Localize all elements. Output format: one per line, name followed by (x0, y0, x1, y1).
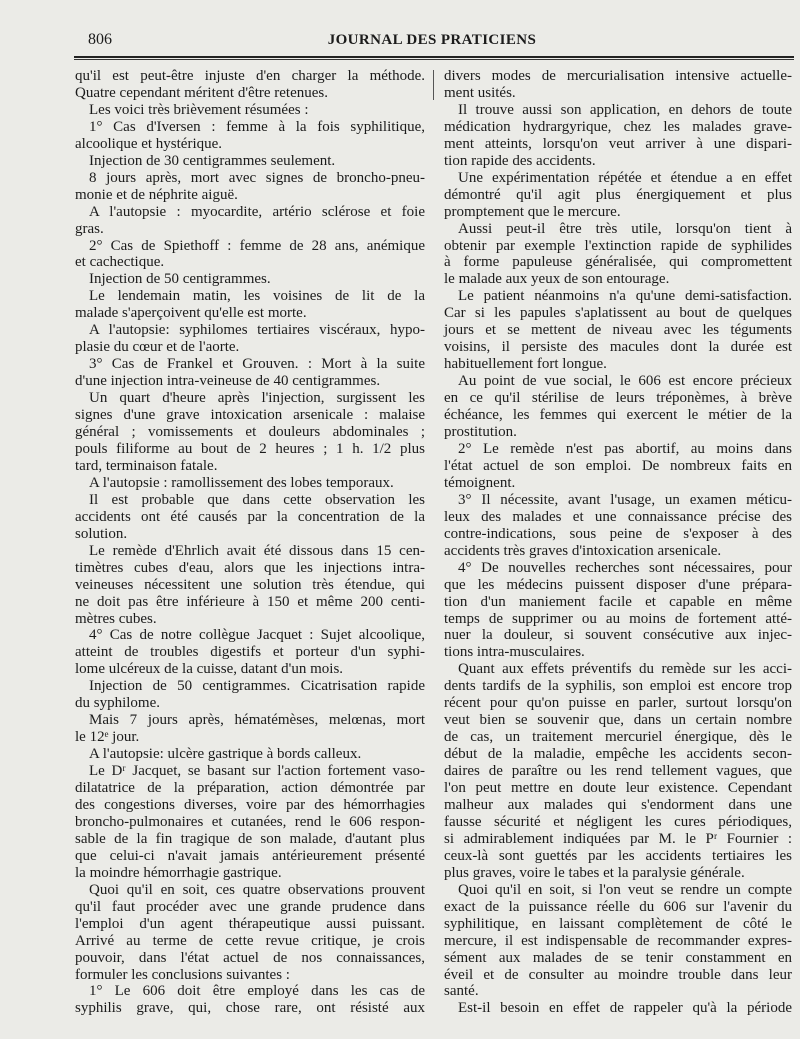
text-line: ne doit pas être inférieure à 150 et même 200 centi- (75, 593, 425, 610)
paragraph (75, 983, 425, 1017)
paragraph (75, 543, 425, 628)
text-line: prostitution. (444, 424, 517, 441)
text-line: si admirablement indiquées par M. le Pʳ Fournier : (444, 830, 792, 847)
text-line: du syphilome. (75, 695, 160, 712)
journal-title: JOURNAL DES PRATICIENS (327, 32, 537, 48)
text-line: A l'autopsie : ramollissement des lobes temporaux. (89, 474, 394, 491)
text-line: timètres cubes d'eau, alors que les injections intra- (75, 559, 425, 576)
paragraph (75, 238, 425, 272)
paragraph (75, 492, 425, 543)
text-line: syphilitique, en laissant complètement de côté le (444, 915, 792, 932)
text-line: malheur aux malades qui s'endorment dans une (444, 796, 792, 813)
text-line: Le Dʳ Jacquet, se basant sur l'action fortement vaso- (89, 763, 425, 780)
text-line: médication hydrargyrique, chez les malades grave- (444, 118, 792, 135)
text-line: A l'autopsie : myocardite, artério sclérose et foie (89, 203, 425, 220)
text-line: Arrivé au terme de cette revue critique, je crois (75, 932, 425, 949)
text-line: tion d'un maniement facile et capable en même (444, 593, 792, 610)
paragraph (75, 356, 425, 390)
text-line: contre-indications, sous peine de s'exposer à des (444, 525, 792, 542)
text-line: Les voici très brièvement résumées : (89, 101, 309, 118)
text-line: habituellement fort longue. (444, 356, 607, 373)
text-line: monie et de néphrite aiguë. (75, 186, 238, 203)
paragraph (75, 475, 425, 492)
text-line: ceux-là sont guettés par les accidents tertiaires les (444, 847, 792, 864)
text-line: démontré qu'il agit plus énergiquement et plus (444, 186, 792, 203)
text-line: l'état actuel de son emploi. De nombreux faits en (444, 457, 792, 474)
paragraph (75, 746, 425, 763)
text-line: accidents très graves d'intoxication arsenicale. (444, 542, 722, 559)
text-line: Mais 7 jours après, hématémèses, melœnas, mort (89, 712, 425, 729)
text-line: sable de la fin tragique de son malade, d'autant plus (75, 830, 425, 847)
text-line: ment atteints, lorsqu'on veut arriver à une dispari- (444, 135, 792, 152)
paragraph (444, 373, 792, 441)
text-line: A l'autopsie: syphilomes tertiaires viscéraux, hypo- (89, 322, 425, 339)
text-line: mercure, il est indispensable de recommander expres- (444, 932, 792, 949)
text-line: broncho-pulmonaires et cutanées, rend le 606 respon- (75, 813, 425, 830)
text-line: de cas, un traitement mercuriel énergique, dès le (444, 729, 792, 746)
paragraph (75, 271, 425, 288)
text-line: santé. (444, 983, 479, 1000)
text-line: Le patient néanmoins n'a qu'une demi-satisfaction. (458, 288, 792, 305)
header-rule (74, 56, 794, 60)
text-line: éveil et de consulter au moindre trouble dans leur (444, 966, 792, 983)
text-line: d'une injection intra-veineuse de 40 centigrammes. (75, 373, 381, 390)
text-line: 4° De nouvelles recherches sont nécessaires, pour (458, 559, 792, 576)
text-line: Au point de vue social, le 606 est encore précieux (458, 373, 792, 390)
paragraph (75, 102, 425, 119)
column-right (444, 68, 792, 1017)
text-line: Aussi peut-il être très utile, lorsqu'on tient à (458, 220, 792, 237)
text-line: en ce qu'il stérilise de leurs tréponèmes, à brève (444, 390, 792, 407)
text-line: pouls filiforme au bout de 2 heures ; 1 h. 1/2 plus (75, 440, 425, 457)
text-line: et cachectique. (75, 254, 165, 271)
text-line: à forme papuleuse généralisée, qui compromettent (444, 254, 792, 271)
text-line: divers modes de mercurialisation intensive actuelle- (444, 68, 792, 84)
text-line: veut bien se souvenir que, dans un certain nombre (444, 712, 792, 729)
text-line: exact de la puissance réelle du 606 sur l'avenir du (444, 898, 792, 915)
text-line: Quatre cependant méritent d'être retenues. (75, 84, 328, 101)
text-line: plasie du cœur et de l'aorte. (75, 339, 240, 356)
paragraph (75, 288, 425, 322)
paragraph (444, 560, 792, 662)
text-line: 2° Le remède n'est pas abortif, au moins dans (458, 440, 792, 457)
paragraph (444, 1000, 792, 1017)
text-line: qu'il est peut-être injuste d'en charger la méthode. (75, 68, 425, 84)
text-line: signes d'une grave intoxication arsenicale : malaise (75, 407, 425, 424)
text-line: leux des malades et une connaissance précise des (444, 508, 792, 525)
text-line: tion rapide des accidents. (444, 152, 596, 169)
paragraph (75, 119, 425, 153)
text-line: tard, terminaison fatale. (75, 457, 218, 474)
text-line: dents tardifs de la syphilis, son emploi est encore trop (444, 678, 792, 695)
paragraph (75, 153, 425, 170)
text-line: Il trouve aussi son application, en dehors de toute (458, 101, 792, 118)
text-line: Une expérimentation répétée et étendue a en effet (458, 169, 792, 186)
paragraph (444, 288, 792, 373)
text-line: formuler les conclusions suivantes : (75, 966, 290, 983)
paragraph (444, 68, 792, 102)
paragraph (444, 441, 792, 492)
text-line: Il est probable que dans cette observation les (89, 491, 425, 508)
text-line: Un quart d'heure après l'injection, surgissent les (89, 390, 425, 407)
text-line: A l'autopsie: ulcère gastrique à bords calleux. (89, 746, 362, 763)
text-line: qu'il faut procéder avec une grande prudence dans (75, 898, 425, 915)
page-number: 806 (88, 31, 112, 48)
paragraph (75, 170, 425, 204)
text-line: promptement que le mercure. (444, 203, 621, 220)
text-line: Injection de 30 centigrammes seulement. (89, 152, 336, 169)
text-line: 1° Cas d'Iversen : femme à la fois syphilitique, (89, 118, 425, 135)
paragraph (444, 661, 792, 881)
text-line: dilatatrice de la préparation, action démontrée par (75, 780, 425, 797)
text-line: alcoolique et hystérique. (75, 135, 223, 152)
paragraph (75, 763, 425, 882)
text-line: accidents ont été causés par la concentration de la (75, 508, 425, 525)
text-line: l'emploi d'un agent thérapeutique aussi puissant. (75, 915, 425, 932)
text-line: Car si les papules s'aplatissent au bout de quelques (444, 305, 792, 322)
text-line: des congestions diverses, voire par des hémorrhagies (75, 796, 425, 813)
text-line: solution. (75, 525, 128, 542)
paragraph (75, 678, 425, 712)
text-line: ment usités. (444, 84, 516, 101)
column-left (75, 68, 425, 1017)
text-line: lome ulcéreux de la cuisse, datant d'un mois. (75, 661, 344, 678)
text-line: daires de paraître ou les rend tellement vagues, que (444, 763, 792, 780)
text-line: obtenir par exemple l'extinction rapide de syphilides (444, 237, 792, 254)
text-line: malade s'aperçoivent qu'elle est morte. (75, 305, 307, 322)
text-line: atteint de troubles digestifs et porteur d'un syphi- (75, 644, 425, 661)
text-line: voisins, il persiste des macules dont la durée est (444, 339, 792, 356)
text-line: Le remède d'Ehrlich avait été dissous dans 15 cen- (89, 542, 425, 559)
paragraph (444, 882, 792, 1001)
text-line: fausse sécurité et négligent les cures périodiques, (444, 813, 792, 830)
paragraph (444, 221, 792, 289)
text-line: début de la maladie, empêche les accidents secon- (444, 746, 792, 763)
text-line: pouvoir, dans l'état actuel de nos connaissances, (75, 949, 425, 966)
text-line: 3° Il nécessite, avant l'usage, un examen méticu- (458, 491, 792, 508)
text-line: 1° Le 606 doit être employé dans les cas de (89, 983, 425, 1000)
text-line: 3° Cas de Frankel et Grouven. : Mort à la suite (89, 356, 425, 373)
paragraph (75, 204, 425, 238)
text-line: le 12ᵉ jour. (75, 729, 140, 746)
text-line: tions intra-musculaires. (444, 644, 585, 661)
text-line: 8 jours après, mort avec signes de broncho-pneu- (89, 169, 425, 186)
paragraph (75, 68, 425, 102)
text-line: 4° Cas de notre collègue Jacquet : Sujet alcoolique, (89, 627, 425, 644)
paragraph (444, 102, 792, 170)
text-line: que les médecins puissent disposer d'une prépara- (444, 576, 792, 593)
text-line: Quoi qu'il en soit, ces quatre observations prouvent (89, 881, 425, 898)
text-line: que celui-ci n'avait jamais antérieurement présenté (75, 847, 425, 864)
text-line: Quoi qu'il en soit, si l'on veut se rendre un compte (458, 881, 792, 898)
text-line: plus graves, voire le tabes et la paralysie générale. (444, 864, 745, 881)
text-line: jours et se mettent de niveau avec les téguments (444, 322, 792, 339)
paragraph (75, 712, 425, 746)
text-line: Injection de 50 centigrammes. Cicatrisation rapide (89, 678, 425, 695)
text-line: 2° Cas de Spiethoff : femme de 28 ans, anémique (89, 237, 425, 254)
text-line: témoignent. (444, 474, 516, 491)
text-line: mètres cubes. (75, 610, 157, 627)
paragraph (444, 492, 792, 560)
text-line: l'on peut mettre en doute leur existence. Cependant (444, 780, 792, 797)
text-line: temps de supprimer ou au moins de fortement atté- (444, 610, 792, 627)
text-line: le malade aux yeux de son entourage. (444, 271, 670, 288)
text-line: sément aux malades de se tenir constamment en (444, 949, 792, 966)
text-line: gras. (75, 220, 104, 237)
text-line: nuer la douleur, si souvent consécutive aux injec- (444, 627, 792, 644)
text-line: Quant aux effets préventifs du remède sur les acci- (458, 661, 792, 678)
paragraph (444, 170, 792, 221)
text-line: veineuses nécessitent une solution très étendue, qui (75, 576, 425, 593)
text-line: Est-il besoin en effet de rappeler qu'à la période (458, 1000, 792, 1017)
text-line: échéance, les femmes qui exercent le métier de la (444, 407, 792, 424)
paragraph (75, 882, 425, 984)
text-line: récent pour qu'on puisse en parler, surtout lorsqu'on (444, 695, 792, 712)
column-rule (433, 70, 434, 100)
paragraph (75, 390, 425, 475)
text-line: la moindre hémorrhagie gastrique. (75, 864, 282, 881)
text-line: Injection de 50 centigrammes. (89, 271, 271, 288)
text-line: Le lendemain matin, les voisines de lit de la (89, 288, 425, 305)
text-line: général ; vomissements et douleurs abdominales ; (75, 424, 425, 441)
text-line: syphilis grave, qui, chose rare, ont résisté aux (75, 1000, 425, 1017)
paragraph (75, 322, 425, 356)
paragraph (75, 627, 425, 678)
